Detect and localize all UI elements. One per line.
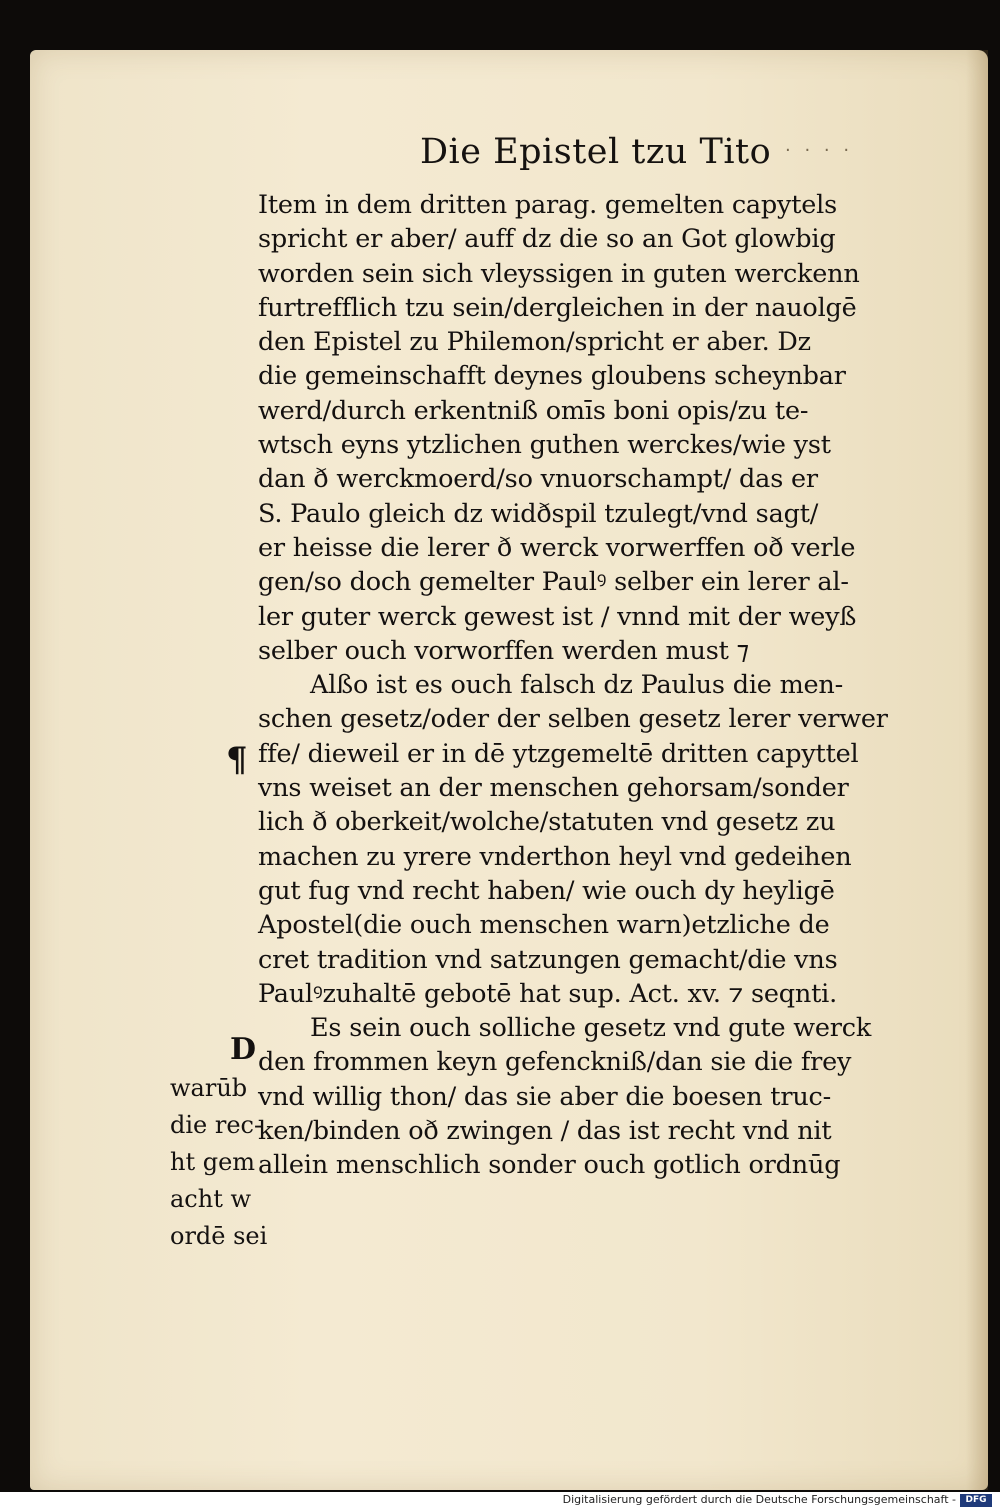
text-line: machen zu yrere vnderthon heyl vnd gedeihen: [258, 841, 852, 872]
text-line: ler guter werck gewest ist / vnnd mit der weyß: [258, 601, 857, 632]
main-text-block: [258, 188, 938, 1183]
text-line: selber ouch vorworffen werden must ⁊: [258, 635, 750, 666]
margin-note-line: ordē sei: [170, 1222, 268, 1250]
margin-note-line: acht w: [170, 1185, 252, 1213]
text-line: den frommen keyn gefenckniß/dan sie die frey: [258, 1047, 852, 1078]
head-ornament: · · · ·: [785, 140, 854, 161]
text-line: spricht er aber/ auff dz die so an Got glowbig: [258, 224, 836, 255]
text-line: ken/binden oð zwingen / das ist recht vnd nit: [258, 1116, 832, 1147]
text-line: ffe/ dieweil er in dē ytzgemeltē dritten capyttel: [258, 738, 859, 769]
text-line: Alßo ist es ouch falsch dz Paulus die men-: [310, 670, 844, 701]
funding-credit: Digitalisierung gefördert durch die Deutsche Forschungsgemeinschaft -: [562, 1493, 956, 1506]
text-line: cret tradition vnd satzungen gemacht/die vns: [258, 944, 838, 975]
text-line: er heisse die lerer ð werck vorwerffen oð verle: [258, 532, 856, 563]
text-line: furtrefflich tzu sein/dergleichen in der nauolgē: [258, 292, 857, 323]
margin-note-line: die rec-: [170, 1111, 263, 1139]
page-edge-shadow: [966, 50, 988, 1490]
text-line: allein menschlich sonder ouch gotlich ordnūg: [258, 1150, 841, 1181]
text-line: die gemeinschafft deynes gloubens scheynbar: [258, 361, 846, 392]
dfg-logo: DFG: [960, 1494, 992, 1507]
text-line: Es sein ouch solliche gesetz vnd gute werck: [310, 1013, 872, 1044]
text-line: Paulꝰzuhaltē gebotē hat sup. Act. xv. ⁊ seqnti.: [258, 978, 838, 1009]
text-line: vnd willig thon/ das sie aber die boesen truc-: [258, 1081, 832, 1112]
running-head: Die Epistel tzu Tito: [420, 132, 772, 172]
margin-note-line: ht gem: [170, 1148, 256, 1176]
text-line: Item in dem dritten parag. gemelten capytels: [258, 190, 838, 220]
text-line: vns weiset an der menschen gehorsam/sonder: [258, 773, 849, 804]
text-line: gut fug vnd recht haben/ wie ouch dy heyligē: [258, 875, 835, 906]
margin-note: [170, 1030, 290, 1255]
margin-note-line: warūb: [170, 1074, 248, 1102]
text-line: worden sein sich vleyssigen in guten werckenn: [258, 258, 860, 289]
text-line: schen gesetz/oder der selben gesetz lerer verwer: [258, 704, 888, 735]
text-line: wtsch eyns ytzlichen guthen werckes/wie yst: [258, 430, 831, 461]
margin-note-initial: D: [230, 1032, 257, 1067]
text-line: werd/durch erkentniß omīs boni opis/zu te-: [258, 395, 809, 426]
text-line: gen/so doch gemelter Paulꝰ selber ein lerer al-: [258, 567, 849, 598]
paragraph-mark-icon: ¶: [226, 740, 248, 780]
text-line: S. Paulo gleich dz widðspil tzulegt/vnd sagt/: [258, 498, 819, 529]
text-line: dan ð werckmoerd/so vnuorschampt/ das er: [258, 464, 818, 495]
text-line: lich ð oberkeit/wolche/statuten vnd gesetz zu: [258, 807, 836, 838]
text-line: Apostel(die ouch menschen warn)etzliche de: [258, 910, 830, 941]
text-line: den Epistel zu Philemon/spricht er aber. Dz: [258, 327, 811, 358]
